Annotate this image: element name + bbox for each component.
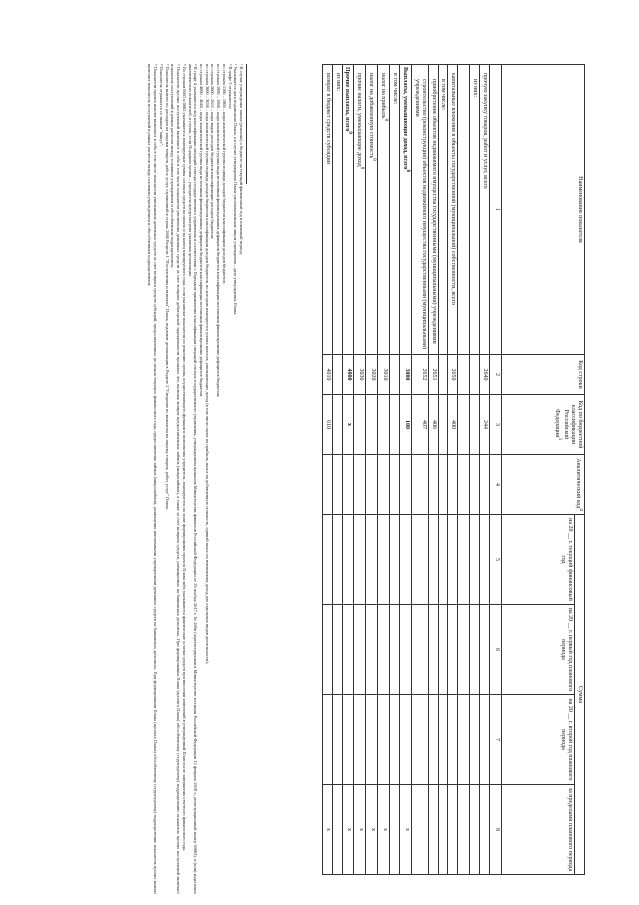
footnote: ⁶ Показатели прочих поступлений включают в себя в том числе показатели увеличения денежных средств за счет возврата дебиторской задолженности прошлых лет, включая возврат предоставленных займов (микрозаймов), а также за счет возврата средств, размещенных на банковских депозитах. При формировании Плана (проекта Плана) обособленному (структурному) подразделению показатель прочих поступлений включает показатель поступлений в рамках расчетов между головным учреждением и обособленным подразделением. [170, 64, 182, 894]
cell-c5 [378, 515, 390, 605]
cell-c8: х [399, 785, 411, 875]
cell-name: налог на добавленную стоимость$^8$ [366, 65, 378, 355]
header-col7: на 20 __ г. второй год планового периода [502, 695, 575, 785]
cell-name: возврат в бюджет средств субсидии [322, 65, 332, 355]
cell-c8 [428, 785, 438, 875]
cell-kbk [390, 395, 400, 455]
cell-c5 [366, 515, 378, 605]
cell-code: 3020 [366, 355, 378, 395]
cell-analytic [399, 455, 411, 515]
cell-c8: х [342, 785, 354, 875]
cell-c5 [332, 515, 342, 605]
cell-c6 [354, 605, 366, 695]
header-col6: на 20 __ г. первый год планового периода [502, 605, 575, 695]
cell-code [470, 355, 480, 395]
header-col8: за пределами планового периода [502, 785, 575, 875]
table-row [470, 65, 480, 875]
cell-name: Прочие выплаты, всего$^9$ [342, 65, 354, 355]
cell-c7 [322, 695, 332, 785]
cell-kbk [470, 395, 480, 455]
table-row [332, 65, 342, 875]
cell-analytic [366, 455, 378, 515]
footnote: ⁷ Показатель выплат по расходам на закупки товаров, работ, услуг, отраженный в строке 2600 Раздела 1 "Поступления и выплаты" Плана, подлежит детализации в Разделе 2 "Сведения по выплатам на закупку товаров, работ, услуг" Плана. [164, 64, 170, 510]
cell-c6 [428, 605, 438, 695]
cell-kbk: 610 [322, 395, 332, 455]
cell-c5 [342, 515, 354, 605]
footnote: ⁵ По строкам 0001 и 0002 указываются планируемые суммы остатков средств на начало и на конец планируемого года, если указанные показатели по решению органа, осуществляющего функции и полномочия учредителя, планируются на этапе формирования проекта Плана либо указываются фактические остатки средств при внесении изменений в утвержденный План после завершения отчетного финансового года. [181, 64, 187, 851]
cell-c7 [411, 695, 428, 785]
cell-name: строительство (реконструкция) объектов недвижимого имущества государственными (муниципальными) учреждениями [411, 65, 428, 355]
table-row [480, 65, 490, 875]
cell-analytic [390, 455, 400, 515]
header-row-code: Код строки [502, 355, 585, 395]
cell-c8: х [378, 785, 390, 875]
header-row-1 [575, 65, 585, 875]
cell-c8 [470, 785, 480, 875]
cell-code [438, 355, 448, 395]
cell-kbk: х [342, 395, 354, 455]
cell-kbk: 407 [411, 395, 428, 455]
cell-analytic [322, 455, 332, 515]
footnote: по строкам 4000 – 4040 – коды аналитической группы вида источников финансирования дефицитов бюджетов классификации источников финансирования дефицитов бюджетов. [198, 64, 204, 398]
cell-name: Выплаты, уменьшающие доход, всего$^8$ [399, 65, 411, 355]
colnum: 4 [490, 455, 502, 515]
cell-kbk [438, 395, 448, 455]
cell-c7 [354, 695, 366, 785]
cell-c7 [448, 695, 458, 785]
cell-analytic [438, 455, 448, 515]
cell-c7 [399, 695, 411, 785]
cell-c6 [390, 605, 400, 695]
table-row [378, 65, 390, 875]
cell-code: 3010 [378, 355, 390, 395]
header-name: Наименование показателя [502, 65, 585, 355]
cell-code: 2651 [428, 355, 438, 395]
header-col5: на 20 __ г. текущий финансовый год [502, 515, 575, 605]
cell-analytic [480, 455, 490, 515]
footnote: ⁴ В графе 4 указывается код классификации операций сектора государственного управления в соответствии с Порядком применения классификации операций сектора государственного управления, утвержденным приказом Министерства финансов Российской Федерации от 29 ноября 2017 г. № 209н (зарегистрирован в Министерстве юстиции Российской Федерации 12 февраля 2018 г., регистрационный номер 50003), и (или) коды иных аналитических показателей, в случае, если Порядком органа – учредителя предусмотрена указанная детализация. [187, 64, 199, 894]
cell-c7 [378, 695, 390, 785]
cell-analytic [332, 455, 342, 515]
cell-code [390, 355, 400, 395]
cell-name [458, 65, 470, 355]
cell-analytic [342, 455, 354, 515]
header-sum: Сумма [575, 515, 585, 875]
cell-c8 [448, 785, 458, 875]
cell-c6 [448, 605, 458, 695]
footnotes [147, 64, 249, 894]
cell-analytic [470, 455, 480, 515]
colnum: 7 [490, 695, 502, 785]
cell-c5 [448, 515, 458, 605]
table-row [428, 65, 438, 875]
cell-name: капитальные вложения в объекты государственной (муниципальной) собственности, всего [448, 65, 458, 355]
cell-code: 2652 [411, 355, 428, 395]
cell-name: из них: [470, 65, 480, 355]
cell-c5 [354, 515, 366, 605]
cell-c5 [470, 515, 480, 605]
footnote: ¹ В случае утверждения закона (решения) о бюджете на текущий финансовый год и плановый период. [239, 64, 244, 255]
cell-analytic [448, 455, 458, 515]
colnum: 1 [490, 65, 502, 355]
footnote-divider [246, 64, 247, 184]
table-row [411, 65, 428, 875]
cell-code: 2640 [480, 355, 490, 395]
cell-kbk [458, 395, 470, 455]
cell-name: налог на прибыль$^8$ [378, 65, 390, 355]
cell-c8 [411, 785, 428, 875]
cell-c8: х [354, 785, 366, 875]
cell-analytic [458, 455, 470, 515]
cell-name: в том числе: [390, 65, 400, 355]
colnum: 2 [490, 355, 502, 395]
cell-c7 [470, 695, 480, 785]
column-number-row [490, 65, 502, 875]
table-row [458, 65, 470, 875]
plan-table [322, 64, 585, 875]
cell-c6 [322, 605, 332, 695]
footnote: ⁸ Показатель отражается со знаком "минус". [158, 64, 164, 147]
header-budget-code: Код по бюджетной классификации Российской Федерации$^3$ [502, 395, 585, 455]
cell-code: 3030 [354, 355, 366, 395]
footnote: по строкам 1100 – 1900 – коды аналитической группы подвида доходов бюджетов классификации доходов бюджетов; [221, 64, 227, 284]
cell-c6 [470, 605, 480, 695]
cell-code: 4010 [322, 355, 332, 395]
cell-c6 [399, 605, 411, 695]
cell-c6 [480, 605, 490, 695]
cell-kbk [366, 395, 378, 455]
header-analytic-code: Аналитический код$^4$ [502, 455, 585, 515]
cell-kbk: 100 [399, 395, 411, 455]
cell-c7 [428, 695, 438, 785]
cell-code: 3000 [399, 355, 411, 395]
cell-c8 [438, 785, 448, 875]
cell-c7 [458, 695, 470, 785]
cell-c6 [332, 605, 342, 695]
cell-c7 [438, 695, 448, 785]
footnote: по строкам 3000 – 3030 – коды аналитической группы подвида доходов бюджетов классификации доходов бюджетов, по которым планируется уплата налогов, уменьшающих доход (в том числе налог на прибыль, налог на добавленную стоимость, единый налог по вмененному доход для отдельных видов деятельности); [204, 64, 210, 664]
cell-c8: х [366, 785, 378, 875]
colnum: 8 [490, 785, 502, 875]
cell-code [332, 355, 342, 395]
table-row [390, 65, 400, 875]
cell-analytic [411, 455, 428, 515]
cell-analytic [378, 455, 390, 515]
cell-c6 [366, 605, 378, 695]
cell-c8 [390, 785, 400, 875]
footnote: ⁹ Показатели прочих выплат включают в себя в том числе показатели уменьшения денежных средств за счет возврата средств субсидий, предоставленных до начала текущего финансового года, предоставления займов (микрозаймов), размещения автономными учреждениями денежных средств на банковских депозитах. При формировании Плана (проекта Плана) обособленному (структурному) подразделению показатель прочих выплат включает показатель поступлений в рамках расчетов между головным учреждением и обособленным подразделением. [147, 64, 159, 894]
colnum: 5 [490, 515, 502, 605]
cell-c5 [438, 515, 448, 605]
cell-analytic [354, 455, 366, 515]
cell-kbk: 406 [428, 395, 438, 455]
cell-name: приобретение объектов недвижимого имущества государственными (муниципальными) учреждениями [428, 65, 438, 355]
table-row [366, 65, 378, 875]
cell-name: в том числе: [438, 65, 448, 355]
cell-kbk [354, 395, 366, 455]
table-row [438, 65, 448, 875]
cell-c5 [322, 515, 332, 605]
cell-c6 [342, 605, 354, 695]
footnote: по строкам 1980 – 1990 – коды аналитической группы вида источников финансирования дефицитов бюджетов классификации источников финансирования дефицитов бюджетов; [216, 64, 222, 398]
cell-kbk [332, 395, 342, 455]
cell-c7 [480, 695, 490, 785]
cell-kbk: 400 [448, 395, 458, 455]
cell-name: прочие налоги, уменьшающие доход$^8$ [354, 65, 366, 355]
cell-c6 [458, 605, 470, 695]
cell-c5 [399, 515, 411, 605]
cell-name: прочую закупку товаров, работ и услуг, всего [480, 65, 490, 355]
colnum: 3 [490, 395, 502, 455]
cell-c7 [390, 695, 400, 785]
cell-c5 [390, 515, 400, 605]
cell-c5 [458, 515, 470, 605]
table-row [399, 65, 411, 875]
cell-c8: х [322, 785, 332, 875]
cell-c8 [332, 785, 342, 875]
footnote: по строкам 2000 – 2652 – коды видов расходов бюджетов классификации расходов бюджетов; [210, 64, 216, 240]
cell-c5 [428, 515, 438, 605]
footnote: ³ В графе 3 отражаются: [227, 64, 233, 110]
cell-c5 [411, 515, 428, 605]
cell-c5 [480, 515, 490, 605]
cell-c7 [342, 695, 354, 785]
footnote: ² Указывается дата подписания Плана, а в случае утверждения Плана уполномоченным лицом учреждения – дата утверждения Плана. [233, 64, 239, 316]
table-row [342, 65, 354, 875]
cell-c7 [332, 695, 342, 785]
cell-kbk [378, 395, 390, 455]
cell-c8 [458, 785, 470, 875]
cell-name: из них: [332, 65, 342, 355]
table-row [322, 65, 332, 875]
cell-analytic [428, 455, 438, 515]
cell-code [458, 355, 470, 395]
cell-code: 4000 [342, 355, 354, 395]
table-row [354, 65, 366, 875]
cell-c7 [366, 695, 378, 785]
cell-c6 [378, 605, 390, 695]
cell-c6 [438, 605, 448, 695]
cell-c8 [480, 785, 490, 875]
cell-code: 2650 [448, 355, 458, 395]
colnum: 6 [490, 605, 502, 695]
cell-kbk: 244 [480, 395, 490, 455]
table-row [448, 65, 458, 875]
cell-c6 [411, 605, 428, 695]
